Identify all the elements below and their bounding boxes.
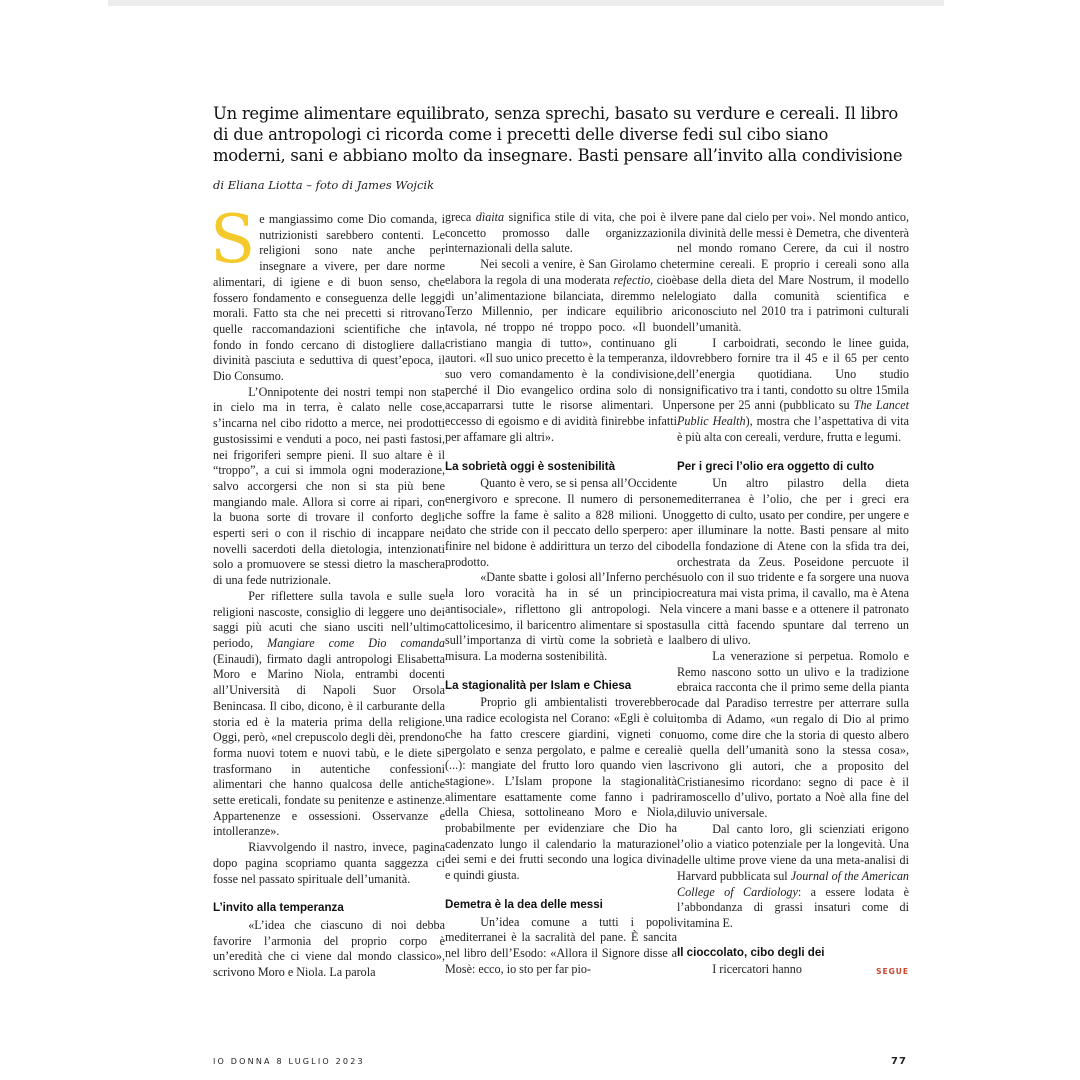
paragraph: «Dante sbatte i golosi all’Inferno perché la loro voracità ha in sé un principio antisociale», riflettono gli antropologi. Nel cattolicesimo, il baricentro alimentare si sposta sull’importanza di virtù come la sobrietà e la misura. La moderna sostenibilità. <box>445 570 677 663</box>
journal-title: The Lancet Public Health <box>677 398 909 429</box>
italic-word: refectio <box>613 272 651 287</box>
paragraph: Quanto è vero, se si pensa all’Occidente energivoro e sprecone. Il numero di persone che soffre la fame è salito a 828 milioni. Un dato che stride con il peccato dello sperpero: a finire nel bidone è addirittura un terzo del cibo prodotto. <box>445 476 677 569</box>
book-title: Mangiare come Dio comanda <box>267 635 446 650</box>
section-heading: Demetra è la dea delle messi <box>445 897 603 911</box>
article-column-1 <box>210 201 446 981</box>
paragraph-text: Dal canto loro, gli scienziati erigono l’olio a viatico potenziale per la longevità. Una delle ultime prove viene da una meta-analisi di Harvard pubblicata sul <box>677 821 909 883</box>
standfirst: Un regime alimentare equilibrato, senza sprechi, basato su verdure e cereali. Il libro di due antropologi ci ricorda come i precetti delle diverse fedi sul cibo siano moderni, sani e abbiano molto da insegnare. Basti pensare all’invito alla condivisione <box>213 104 903 165</box>
section-heading: Il cioccolato, cibo degli dei <box>677 945 825 959</box>
footer-issue: IO DONNA 8 LUGLIO 2023 <box>213 1057 365 1066</box>
section-heading: La stagionalità per Islam e Chiesa <box>445 678 632 692</box>
paragraph <box>677 962 909 978</box>
article-column-2 <box>445 210 677 977</box>
page-number: 77 <box>891 1056 907 1067</box>
paragraph-text: significa stile di vita, che poi è il concetto promosso dalle organizzazioni internazionali della salute. <box>445 210 677 256</box>
byline: di Eliana Liotta – foto di James Wojcik <box>213 178 435 192</box>
paragraph-text: , cioè di un’alimentazione bilanciata, diremmo nel Terzo Millennio, per indicare equilibrio a tavola, né troppo né troppo poco. «Il buon cristiano mangia di tutto», continuano gli autori. «Il suo unico precetto è la temperanza, il suo vero comandamento è la condivisione, perché il Dio evangelico ordina solo di non accaparrarsi tutte le risorse alimentari. Un eccesso di egoismo e di avidità finirebbe infatti per affamare gli altri». <box>445 272 678 444</box>
section-heading: Per i greci l’olio era oggetto di culto <box>677 459 875 473</box>
paragraph-text: : a essere lodata è l’abbondanza di grassi insaturi come di vitamina E. <box>677 884 909 930</box>
article-column-3 <box>677 210 909 980</box>
journal-title: Journal of the American College of Cardiology <box>677 868 909 899</box>
paragraph: Proprio gli ambientalisti troverebbero una radice ecologista nel Corano: «Egli è colui che ha fatto crescere giardini, vigneti con pergolato e senza pergolato, e palme e cereali (...): mangiate del frutto loro quando vien la stagione». L’Islam propone la stagionalità alimentare esattamente come fanno i padri della Chiesa, sottolineano Moro e Niola, probabilmente per evidenziare che Dio ha cadenzato lungo il calendario la maturazione dei semi e dei frutti secondo una logica divina e quindi giusta. <box>445 695 677 883</box>
continue-label[interactable]: SEGUE <box>876 967 909 977</box>
paragraph-text: I ricercatori hanno <box>712 962 802 977</box>
italic-word: dìaita <box>475 210 505 224</box>
paragraph-text: I carboidrati, secondo le linee guida, dovrebbero fornire tra il 45 e il 65 per cento dell’energia quotidiana. Uno studio significativo tra i tanti, condotto su oltre 15mila persone per 25 anni (pubblicato su <box>677 335 909 413</box>
section-heading: La sobrietà oggi è sostenibilità <box>445 459 616 473</box>
top-bar <box>108 0 944 6</box>
paragraph-text: Nei secoli a venire, è San Girolamo che elabora la regola di una moderata <box>445 257 677 287</box>
paragraph: Un’idea comune a tutti i popoli mediterranei è la sacralità del pane. È sancita nel libro dell’Esodo: «Allora il Signore disse a Mosè: ecco, io sto per far pio- <box>445 914 677 976</box>
paragraph: vere pane dal cielo per voi». Nel mondo antico, la divinità delle messi è Demetra, che diventerà nel mondo romano Cerere, da cui il nostro termine cereali. E proprio i cereali sono alla base della dieta del Mare Nostrum, il modello elogiato dalla comunità scientifica e riconosciuto nel 2010 tra i patrimoni culturali dell’umanità. <box>677 210 909 334</box>
paragraph <box>445 257 677 445</box>
paragraph-text: greca <box>445 210 476 224</box>
paragraph: Un altro pilastro della dieta mediterranea è l’olio, che per i greci era oggetto di culto, usato per condire, per ungere e per illuminare la notte. Basti pensare al mito della fondazione di Atene con la sfida tra dei, orchestrata da Zeus. Poseidone percuote il suolo con il suo tridente e fa sorgere una nuova creatura mai vista prima, il cavallo, ma è Atena a vincere a mani basse e a ottenere il patronato sulla città facendo spuntare dal terreno un albero di ulivo. <box>677 476 909 648</box>
drop-cap: S <box>210 201 256 278</box>
paragraph: «L’idea che ciascuno di noi debba favorire l’armonia del proprio corpo è un’eredità che ci viene dal mondo classico», scrivono Moro e Niola. La parola <box>213 917 445 980</box>
paragraph <box>677 336 909 446</box>
paragraph: L’Onnipotente dei nostri tempi non sta in cielo ma in terra, è calato nelle cose, s’incarna nel cibo ridotto a merce, nei prodotti gustosissimi e venduti a poco, nei pasti fastosi, nei frigoriferi sempre pieni. Il suo altare è il “troppo”, a cui si immola ogni moderazione, salvo accorgersi che non si sta più bene mangiando male. Allora si corre ai ripari, con la buona sorte di trovare il conforto degli esperti seri o con il rischio di incappare nei novelli sacerdoti della dietologia, intenzionati solo a promuovere se stessi dietro la maschera di una fede nutrizionale. <box>213 384 445 588</box>
paragraph-text: ), mostra che l’aspettativa di vita è più alta con cereali, verdure, frutta e legumi. <box>677 414 909 444</box>
paragraph-text: (Einaudi), firmato dagli antropologi Elisabetta Moro e Marino Niola, entrambi docenti all’Università di Napoli Suor Orsola Benincasa. Il cibo, dicono, è il carburante della storia ed è la materia prima della religione. Oggi, però, «nel crepuscolo degli dèi, prendono forma nuovi totem e nuovi tabù, e le diete si trasformano in autentiche confessioni alimentari che hanno qualcosa delle antiche sette ereticali, fondate su penitenze e astinenze. Appartenenze e ossessioni. Osservanze e intolleranze». <box>213 651 445 839</box>
paragraph <box>677 822 909 932</box>
paragraph <box>210 201 445 385</box>
section-heading: L’invito alla temperanza <box>213 901 344 915</box>
paragraph-text: e mangiassimo come Dio comanda, i nutrizionisti sarebbero contenti. Le religioni sono nate anche per insegnare a vivere, per dare norme alimentari, di igiene e di buon senso, che fossero fondamento e conseguenza delle leggi morali. Fatto sta che nei precetti si ritrovano quelle raccomandazioni scientifiche che in fondo in fondo cercano di distogliere dalla divinità pasciuta e seduttiva di quest’epoca, il Dio Consumo. <box>213 212 445 384</box>
paragraph <box>213 589 445 840</box>
paragraph-text: Per riflettere sulla tavola e sulle sue religioni nascoste, consiglio di leggere uno dei saggi più acuti che siano usciti nell’ultimo periodo, <box>213 588 445 650</box>
paragraph: La venerazione si perpetua. Romolo e Remo nascono sotto un ulivo e la tradizione ebraica racconta che il primo seme della pianta cade dal Paradiso terrestre per atterrare sulla tomba di Adamo, «un regalo di Dio al primo uomo, come dire che la storia di questo albero è quella dell’umanità sono la stessa cosa», scrivono gli autori, che a proposito del Cristianesimo ricordano: segno di pace è il ramoscello d’ulivo, portato a Noè alla fine del diluvio universale. <box>677 648 909 821</box>
paragraph <box>445 210 677 257</box>
paragraph: Riavvolgendo il nastro, invece, pagina dopo pagina scopriamo quanta saggezza ci fosse nel passato spirituale dell’umanità. <box>213 840 445 886</box>
